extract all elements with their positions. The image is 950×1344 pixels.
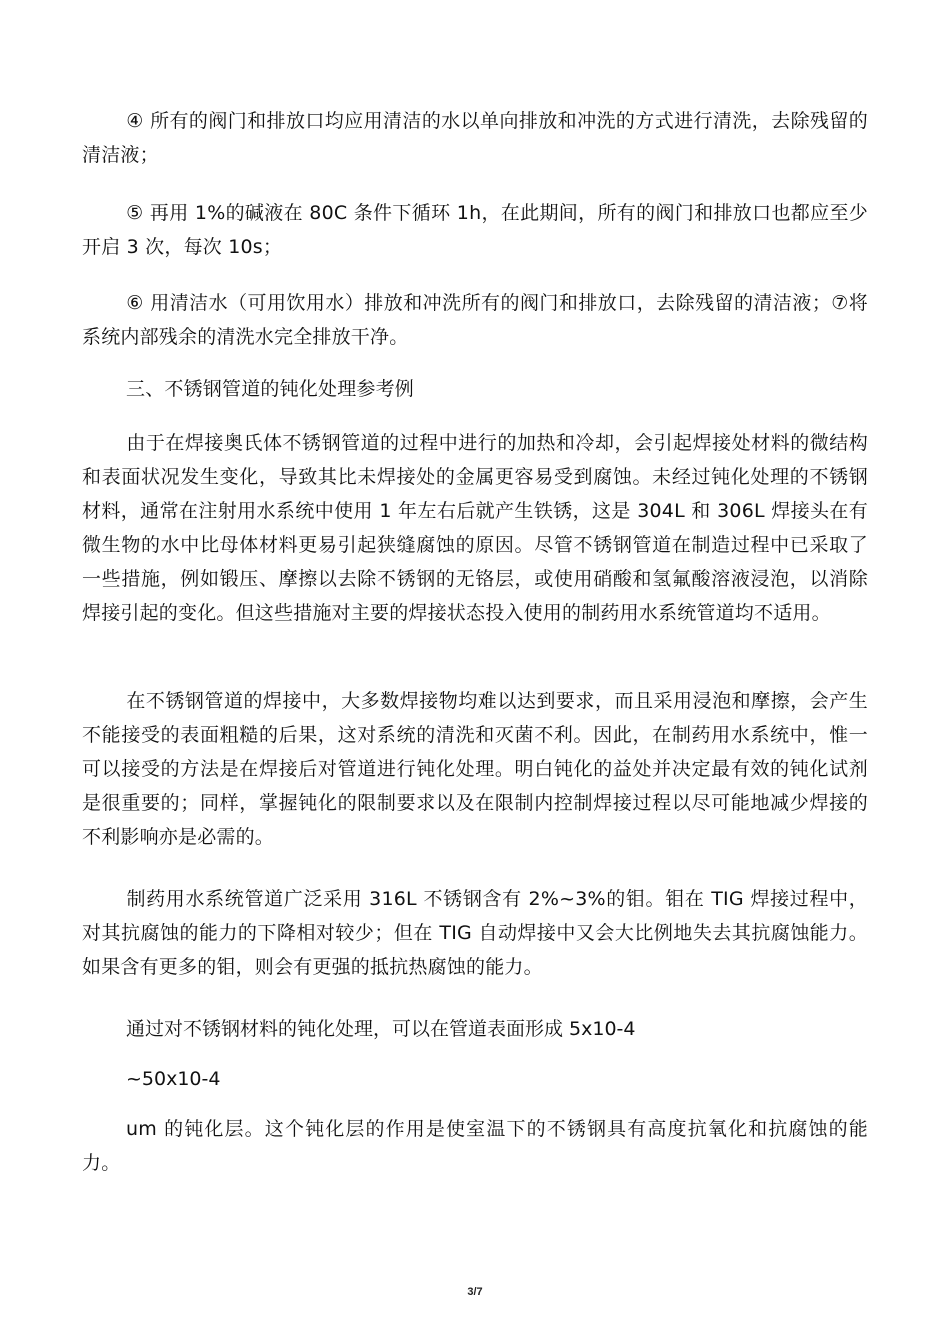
paragraph-body-4-line-3-text: um 的钝化层。这个钝化层的作用是使室温下的不锈钢具有高度抗氧化和抗腐蚀的能力。: [82, 1118, 868, 1174]
section-heading: [82, 372, 868, 406]
section-heading-text: 三、不锈钢管道的钝化处理参考例: [126, 378, 415, 400]
paragraph-step-6-7: [82, 286, 868, 354]
paragraph-body-3-text: 制药用水系统管道广泛采用 316L 不锈钢含有 2%~3%的钼。钼在 TIG 焊接过程中，对其抗腐蚀的能力的下降相对较少；但在 TIG 自动焊接中又会大比例地失去其抗腐蚀能力。如果含有更多的钼，则会有更强的抵抗热腐蚀的能力。: [82, 888, 868, 978]
page-number: 3/7: [467, 1286, 483, 1298]
paragraph-step-6-7-text: ⑥ 用清洁水（可用饮用水）排放和冲洗所有的阀门和排放口，去除残留的清洁液；⑦将系统内部残余的清洗水完全排放干净。: [82, 292, 868, 348]
paragraph-body-4-line-1: 通过对不锈钢材料的钝化处理，可以在管道表面形成 5x10-4: [126, 1018, 636, 1040]
paragraph-body-3: [82, 882, 868, 984]
paragraph-step-4-text: ④ 所有的阀门和排放口均应用清洁的水以单向排放和冲洗的方式进行清洗，去除残留的清洁液；: [82, 110, 868, 166]
paragraph-body-1-text: 由于在焊接奥氏体不锈钢管道的过程中进行的加热和冷却，会引起焊接处材料的微结构和表面状况发生变化，导致其比未焊接处的金属更容易受到腐蚀。未经过钝化处理的不锈钢材料，通常在注射用水系统中使用 1 年左右后就产生铁锈，这是 304L 和 306L 焊接头在有微生物的水中比母体材料更易引起狭缝腐蚀的原因。尽管不锈钢管道在制造过程中已采取了一些措施，例如锻压、摩擦以去除不锈钢的无铬层，或使用硝酸和氢氟酸溶液浸泡，以消除焊接引起的变化。但这些措施对主要的焊接状态投入使用的制药用水系统管道均不适用。: [82, 432, 868, 624]
paragraph-step-4: [82, 104, 868, 172]
paragraph-body-4-line-2: ~50x10-4: [126, 1068, 221, 1090]
paragraph-body-1: [82, 426, 868, 630]
paragraph-body-2-text: 在不锈钢管道的焊接中，大多数焊接物均难以达到要求，而且采用浸泡和摩擦，会产生不能接受的表面粗糙的后果，这对系统的清洗和灭菌不利。因此，在制药用水系统中，惟一可以接受的方法是在焊接后对管道进行钝化处理。明白钝化的益处并决定最有效的钝化试剂是很重要的；同样，掌握钝化的限制要求以及在限制内控制焊接过程以尽可能地减少焊接的不利影响亦是必需的。: [82, 690, 868, 848]
paragraph-body-4-line-3: [82, 1112, 868, 1180]
paragraph-step-5-text: ⑤ 再用 1%的碱液在 80C 条件下循环 1h，在此期间，所有的阀门和排放口也都应至少开启 3 次，每次 10s；: [82, 202, 868, 258]
paragraph-body-2: [82, 684, 868, 854]
paragraph-step-5: [82, 196, 868, 264]
